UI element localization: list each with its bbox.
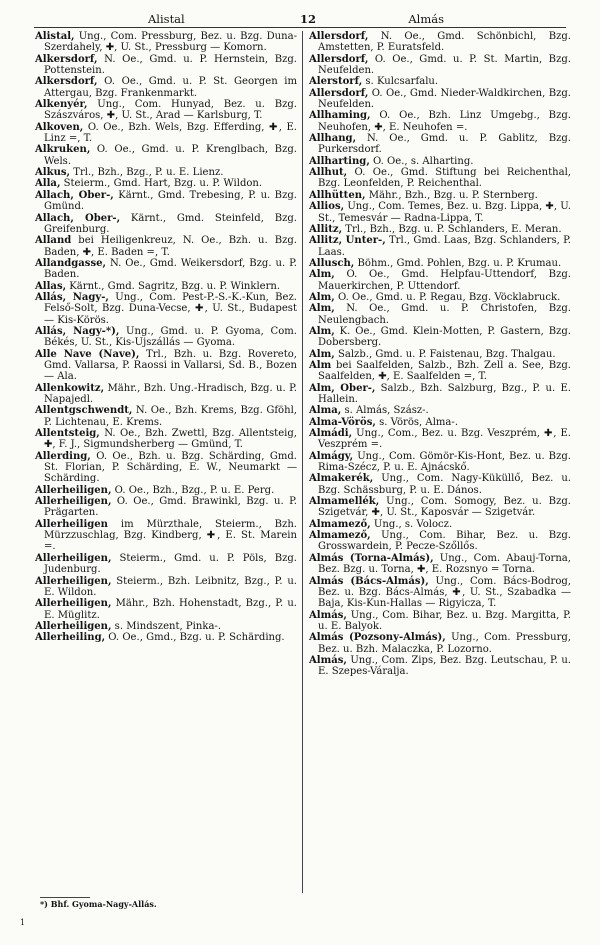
entry-headword: Allerheiligen [35,518,108,530]
entry-text: s. Kulcsarfalu. [362,76,439,88]
directory-entry [309,576,571,610]
entry-headword: Allandgasse, [35,257,107,269]
directory-entry [309,31,571,54]
entry-text: Mähr., Bzh. Hohenstadt, Bzg., P. u. E. Müglitz. [44,598,297,621]
directory-entry [35,235,297,258]
page-number: 12 [300,12,317,26]
entry-text: Trl., Bzh., Bzg., P. u. E. Lienz. [70,167,224,179]
directory-entry [35,99,297,122]
header-rule [34,27,566,28]
entry-headword: Alland [35,235,72,247]
entry-text: Ung., Gmd. u. P. Gyoma, Com. Békés, U. St., Kis-Ujszállás — Gyoma. [44,325,297,349]
entry-headword: Allhütten, [309,189,366,201]
directory-entry [35,349,297,383]
entry-text: Salzb., Bzh. Salzburg, Bzg., P. u. E. Hallein. [318,382,571,405]
directory-entry [35,31,297,54]
directory-entry [35,167,297,178]
entry-headword: Allitz, Unter-, [309,235,386,247]
directory-entry [309,54,571,77]
entry-text: Ung., Com. Abauj-Torna, Bez. Bzg. u. Torna, ✚, E. Rozsnyo = Torna. [318,552,571,576]
directory-entry [309,519,571,530]
entry-headword: Alm, [309,291,335,303]
entry-headword: Alistal, [35,31,75,42]
directory-entry [309,553,571,576]
entry-headword: Alm [309,359,332,371]
directory-entry [309,610,571,633]
directory-entry [309,417,571,428]
entry-text: O. Oe., Bzh. Linz Umgebg., Bzg. Neuhofen, ✚, E. Neuhofen =. [318,110,571,133]
page-header [36,8,564,28]
entry-text: Steierm., Gmd. Hart, Bzg. u. P. Wildon. [60,178,263,190]
entry-text: Ung., Com. Gömör-Kis-Hont, Bez. u. Bzg. Rima-Szécz, P. u. E. Ajnácskő. [318,450,571,474]
entry-text: Ung., Com. Pest-P.-S.-K.-Kun, Bez. Felső-Solt, Bzg. Duna-Vecse, ✚, U. St., Budapest — Kis-Körös. [44,291,297,326]
entry-headword: Allerheiligen, [35,496,112,508]
directory-entry [309,473,571,496]
entry-text: N. Oe., Gmd. u. P. Hernstein, Bzg. Pottenstein. [44,53,297,77]
entry-headword: Allerheiligen, [35,552,112,564]
entry-headword: Alma-Vörös, [309,416,376,428]
directory-entry [309,405,571,416]
directory-entry [35,213,297,236]
footnote-rule [40,897,90,898]
entry-text: Ung., Com. Zips, Bez. Bzg. Leutschau, P. u. E. Szepes-Váralja. [318,654,571,678]
entry-headword: Alerstorf, [309,76,363,88]
directory-entry [309,269,571,292]
directory-entry [35,598,297,621]
entry-text: O. Oe., Gmd. Nieder-Waldkirchen, Bzg. Neufelden. [318,87,571,111]
entry-headword: Almakerék, [309,473,374,485]
entry-headword: Almás, [309,609,347,621]
entry-headword: Allach, Ober-, [35,189,114,201]
entry-headword: Allerheiligen, [35,484,112,496]
entry-text: O. Oe., Bzh. u. Bzg. Schärding, Gmd. St. Florian, P. Schärding, E. W., Neumarkt — Schärding. [44,450,297,485]
directory-entry [309,190,571,201]
entry-text: N. Oe., Gmd. u. P. Christofen, Bzg. Neulengbach. [318,303,571,326]
entry-headword: Allás, Nagy-*), [35,325,120,337]
entry-text: Ung., Com. Pressburg, Bez. u. Bzg. Duna-Szerdahely, ✚, U. St., Pressburg — Komorn. [44,31,297,54]
entry-headword: Allersdorf, [309,87,369,99]
entry-headword: Alm, [309,348,335,360]
entry-headword: Allás, Nagy-, [35,291,109,303]
entry-text: O. Oe., Bzh. Wels, Bzg. Efferding, ✚, E. Linz =, T. [44,121,297,145]
entry-text: Ung., s. Volocz. [370,518,453,530]
directory-entry [309,303,571,326]
entry-headword: Alkoven, [35,121,84,133]
directory-entry [35,632,297,643]
directory-entry [309,201,571,224]
directory-entry [309,76,571,87]
entry-text: Ung., Com. Bihar, Bez. u. Bzg. Grosswardein, P. Pecze-Szőllős. [318,530,571,553]
entry-text: K. Oe., Gmd. Klein-Motten, P. Gastern, Bzg. Dobersberg. [318,325,571,349]
directory-entry [309,451,571,474]
directory-entry [309,655,571,678]
directory-entry [35,258,297,281]
entry-headword: Almamellék, [309,496,380,508]
entry-text: N. Oe., Bzh. Zwettl, Bzg. Allentsteig, ✚, F. J., Sigmundsherberg — Gmünd, T. [44,428,297,451]
directory-entry [309,349,571,360]
directory-entry [309,428,571,451]
directory-entry [309,88,571,111]
directory-entry [309,224,571,235]
entry-headword: Allenkowitz, [35,382,105,394]
directory-entry [309,235,571,258]
entry-headword: Allusch, [309,257,355,269]
entry-headword: Almamező, [309,518,371,530]
entry-text: Trl., Bzh. u. Bzg. Rovereto, Gmd. Vallarsa, P. Raossi in Vallarsi, Sd. B., Bozen — Ala. [44,348,297,383]
entry-headword: Alm, [309,325,335,337]
directory-entry [35,621,297,632]
directory-entry [35,405,297,428]
entry-headword: Alkenyér, [35,99,88,111]
entry-headword: Allerheiligen, [35,620,112,632]
entry-text: O. Oe., Gmd. u. P. Krenglbach, Bzg. Wels. [44,144,297,167]
footnote: *) Bhf. Gyoma-Nagy-Allás. [40,899,157,909]
entry-text: im Mürzthale, Steierm., Bzh. Mürzzuschlag, Bzg. Kindberg, ✚, E. St. Marein =. [44,518,297,553]
entry-headword: Allersdorf, [309,31,369,42]
entry-text: Ung., Com. Hunyad, Bez. u. Bzg. Szászváros, ✚, U. St., Arad — Karlsburg, T. [44,99,297,122]
directory-entry [309,632,571,655]
entry-headword: Almamező, [309,530,371,542]
entry-text: O. Oe., Gmd., Bzg. u. P. Schärding. [105,632,285,644]
entry-text: O. Oe., Gmd. u. P. St. Martin, Bzg. Neufelden. [318,53,571,77]
entry-text: O. Oe., Gmd. u. P. Regau, Bzg. Vöcklabruck. [334,291,561,303]
directory-entry [35,144,297,167]
directory-entry [35,428,297,451]
entry-text: O. Oe., Gmd. u. P. St. Georgen im Attergau, Bzg. Frankenmarkt. [44,76,297,99]
entry-text: bei Heiligenkreuz, N. Oe., Bzh. u. Bzg. Baden, ✚, E. Baden =, T. [44,235,297,258]
entry-text: Ung., Com. Somogy, Bez. u. Bzg. Szigetvár, ✚, U. St., Kaposvár — Szigetvár. [318,496,571,519]
entry-text: s. Vörös, Alma-. [375,416,459,428]
directory-entry [35,576,297,599]
entry-text: Trl., Bzh., Bzg. u. P. Schlanders, E. Meran. [342,223,562,235]
entry-text: Steierm., Bzh. Leibnitz, Bzg., P. u. E. Wildon. [44,575,297,598]
directory-entry [35,54,297,77]
entry-headword: Almás (Torna-Almás), [309,552,434,564]
entry-headword: Allitz, [309,223,343,235]
entry-text: Böhm., Gmd. Pohlen, Bzg. u. P. Krumau. [354,257,562,269]
entry-text: O. Oe., Bzh., Bzg., P. u. E. Perg. [111,484,275,496]
left-column [35,31,297,644]
entry-text: Salzb., Gmd. u. P. Faistenau, Bzg. Thalgau. [334,348,556,360]
entry-text: Kärnt., Gmd. Trebesing, P. u. Bzg. Gmünd. [44,189,297,213]
entry-text: Ung., Com. Temes, Bez. u. Bzg. Lippa, ✚, U. St., Temesvár — Radna-Lippa, T. [318,201,571,224]
entry-headword: Allerheiligen, [35,575,112,587]
directory-entry [35,292,297,326]
entry-headword: Almás (Bács-Almás), [309,575,429,587]
directory-entry [35,190,297,213]
directory-entry [309,383,571,406]
entry-headword: Almás, [309,654,347,666]
entry-headword: Allhang, [309,133,357,145]
entry-text: Kärnt., Gmd. Steinfeld, Bzg. Greifenburg. [44,212,297,235]
entry-headword: Almágy, [309,450,354,462]
directory-entry [309,292,571,303]
directory-entry [35,281,297,292]
directory-entry [35,122,297,145]
directory-entry [35,326,297,349]
entry-text: N. Oe., Bzh. Krems, Bzg. Gföhl, P. Lichtenau, E. Krems. [44,405,297,428]
entry-headword: Alla, [35,178,61,190]
entry-text: Ung., Com. Bihar, Bez. u. Bzg. Margitta, P. u. E. Balyok. [318,609,571,632]
entry-text: O. Oe., Gmd. Helpfau-Uttendorf, Bzg. Mauerkirchen, P. Uttendorf. [318,269,571,292]
directory-entry [309,167,571,190]
entry-text: Steierm., Gmd. u. P. Pöls, Bzg. Judenburg. [44,552,297,576]
entry-headword: Alm, [309,269,335,281]
entry-headword: Alm, [309,303,335,315]
entry-headword: Almádi, [309,428,353,440]
entry-headword: Alma, [309,405,342,417]
directory-entry [35,519,297,553]
entry-headword: Allentsteig, [35,428,100,440]
right-column [309,31,571,678]
entry-headword: Allerding, [35,450,91,462]
entry-text: Ung., Com. Bács-Bodrog, Bez. u. Bzg. Bács-Almás, ✚, U. St., Szabadka — Baja, Kis-Kun-Hallas — Rigyicza, T. [318,575,572,610]
entry-text: O. Oe., Gmd. Stiftung bei Reichenthal, Bzg. Leonfelden, P. Reichenthal. [318,167,571,190]
entry-headword: Allharting, [309,155,370,167]
header-right-keyword: Almás [408,12,444,26]
directory-entry [309,496,571,519]
directory-entry [35,553,297,576]
directory-entry [309,110,571,133]
header-left-keyword: Alistal [148,12,185,26]
entry-text: s. Mindszent, Pinka-. [111,620,222,632]
entry-text: bei Saalfelden, Salzb., Bzh. Zell a. See, Bzg. Saalfelden, ✚, E. Saalfelden =, T. [318,359,571,383]
entry-text: Kärnt., Gmd. Sagritz, Bzg. u. P. Winklern. [66,280,281,292]
entry-text: Mähr., Bzh. Ung.-Hradisch, Bzg. u. P. Napajedl. [44,382,297,405]
directory-entry [309,258,571,269]
entry-text: Ung., Com., Bez. u. Bzg. Veszprém, ✚, E. Veszprém =. [318,428,571,451]
column-divider [302,31,303,893]
entry-text: N. Oe., Gmd. u. P. Gablitz, Bzg. Purkersdorf. [318,133,571,156]
entry-headword: Allas, [35,280,67,292]
directory-entry [35,178,297,189]
entry-headword: Allentgschwendt, [35,405,133,417]
directory-entry [309,360,571,383]
entry-text: Ung., Com. Pressburg, Bez. u. Bzh. Malaczka, P. Lozorno. [318,632,571,655]
entry-headword: Allach, Ober-, [35,212,121,224]
directory-entry [35,451,297,485]
directory-entry [35,383,297,406]
directory-entry [309,156,571,167]
entry-text: N. Oe., Gmd. Weikersdorf, Bzg. u. P. Baden. [44,257,297,281]
entry-headword: Alle Nave (Nave), [35,348,140,360]
entry-text: Ung., Com. Nagy-Küküllő, Bez. u. Bzg. Schässburg, P. u. E. Dános. [318,473,571,496]
entry-text: Mähr., Bzh., Bzg. u. P. Sternberg. [365,189,538,201]
entry-headword: Alkus, [35,167,71,179]
directory-entry [309,133,571,156]
entry-text: N. Oe., Gmd. Schönbichl, Bzg. Amstetten, P. Euratsfeld. [318,31,571,54]
directory-entry [309,326,571,349]
entry-headword: Allhut, [309,167,348,179]
entry-text: O. Oe., Gmd. Brawinkl, Bzg. u. P. Prägarten. [44,496,297,519]
footnote-mark: 1 [20,918,26,927]
entry-text: s. Almás, Szász-. [341,405,429,417]
entry-headword: Allersdorf, [309,53,369,65]
entry-headword: Alkersdorf, [35,53,98,65]
entry-headword: Allhaming, [309,110,371,122]
entry-headword: Allerheiling, [35,632,106,644]
entry-text: Trl., Gmd. Laas, Bzg. Schlanders, P. Laas. [318,235,571,258]
directory-entry [309,530,571,553]
directory-entry [35,485,297,496]
entry-text: O. Oe., s. Alharting. [369,155,474,167]
directory-entry [35,496,297,519]
entry-headword: Allerheiligen, [35,598,112,610]
entry-headword: Alm, Ober-, [309,382,376,394]
entry-headword: Allios, [309,201,345,213]
entry-headword: Alkruken, [35,144,91,156]
entry-headword: Almás (Pozsony-Almás), [309,632,446,644]
directory-entry [35,76,297,99]
entry-headword: Alkersdorf, [35,76,98,88]
